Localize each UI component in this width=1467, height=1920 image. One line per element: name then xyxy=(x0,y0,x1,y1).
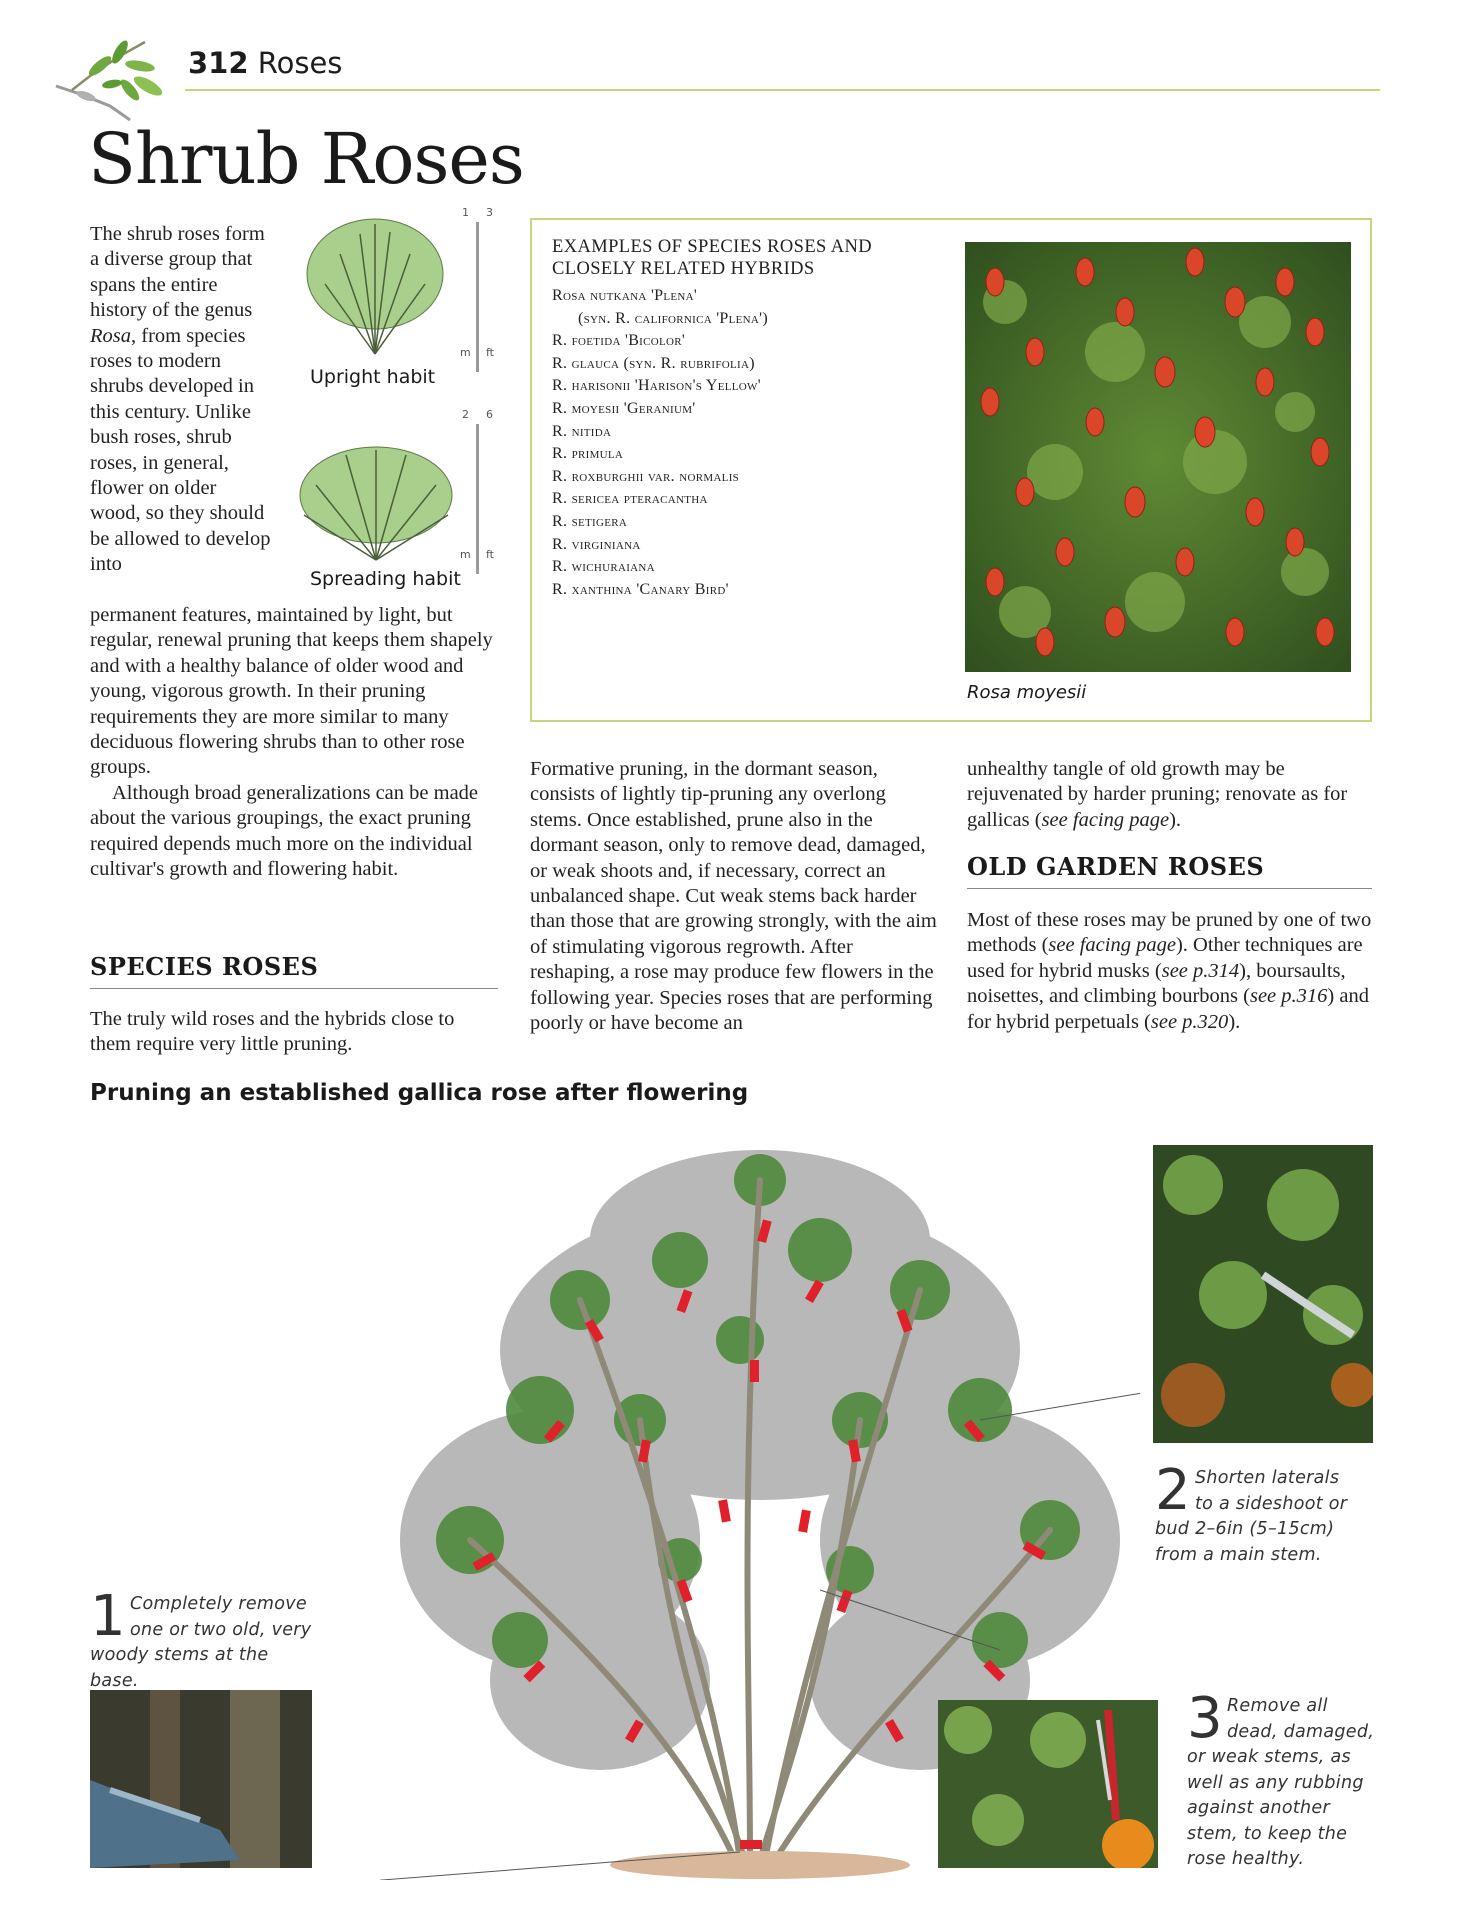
step-2-photo xyxy=(1153,1145,1373,1443)
upright-habit-illustration xyxy=(300,214,450,364)
list-item: R. glauca (syn. R. rubrifolia) xyxy=(552,354,755,372)
spreading-scale-ft-top: 6 xyxy=(486,408,493,421)
intro-paragraph-2: Although broad generalizations can be made about the various groupings, the exact pruning required depends much more on the individual cultivar's growth and flowering habit. xyxy=(90,781,479,881)
old-garden-roses-rule xyxy=(967,888,1372,889)
step-1-text: Completely remove one or two old, very woody stems at the base. xyxy=(90,1594,312,1691)
step-3-caption xyxy=(1187,1686,1382,1873)
spreading-habit-label: Spreading habit xyxy=(310,568,461,590)
step-3-text: Remove all dead, damaged, or weak stems, as well as any rubbing against another stem, to keep the rose healthy. xyxy=(1187,1696,1375,1869)
right-column-text-a: unhealthy tangle of old growth may be rejuvenated by harder pruning; renovate as for gallicas (see facing page). xyxy=(967,758,1348,831)
header-rule xyxy=(185,89,1380,91)
running-header xyxy=(188,46,342,80)
step-3-number: 3 xyxy=(1187,1686,1223,1751)
cross-reference: see facing page xyxy=(1048,934,1176,957)
cross-reference: see p.320 xyxy=(1150,1010,1229,1033)
spreading-scale-m-top: 2 xyxy=(462,408,469,421)
upright-scale-m-unit: m xyxy=(460,346,471,359)
leaf-sprig-icon xyxy=(50,36,170,124)
list-item: R. wichuraiana xyxy=(552,558,655,576)
step-1-photo xyxy=(90,1690,312,1868)
right-column-text-b: Most of these roses may be pruned by one of two methods (see facing page). Other techniques are used for hybrid musks (see p.314), boursaults, noisettes, and climbing bourbons (see p.316) and for hybrid perpetuals (see p.320). xyxy=(967,909,1372,1033)
examples-list xyxy=(552,285,768,601)
upright-scale-bar xyxy=(476,222,479,372)
step-2-caption xyxy=(1155,1458,1355,1568)
list-item: R. roxburghii var. normalis xyxy=(552,467,740,485)
list-item: R. nitida xyxy=(552,422,612,440)
species-roses-text: The truly wild roses and the hybrids close to them require very little pruning. xyxy=(90,1008,455,1056)
page-number: 312 xyxy=(188,46,249,80)
middle-column-text: Formative pruning, in the dormant season, consists of lightly tip-pruning any overlong stems. Once established, prune also in the dormant season, only to remove dead, damaged, or weak shoots and, if necessary, correct an unbalanced shape. Cut weak stems back harder than those that are growing strongly, with the aim of stimulating vigorous regrowth. After reshaping, a rose may produce few flowers in the following year. Species roses that are performing poorly or have become an xyxy=(530,758,937,1035)
list-item: (syn. R. californica 'Plena') xyxy=(578,309,768,327)
species-roses-heading: SPECIES ROSES xyxy=(90,952,319,981)
spreading-scale-m-unit: m xyxy=(460,548,471,561)
list-item: R. primula xyxy=(552,445,624,463)
upright-scale-m-top: 1 xyxy=(462,206,469,219)
rosa-moyesii-photo xyxy=(965,242,1351,672)
list-item: R. harisonii 'Harison's Yellow' xyxy=(552,377,761,395)
page-title: Shrub Roses xyxy=(88,118,524,200)
intro-narrow-text: The shrub roses form a diverse group that spans the entire history of the genus Rosa, from species roses to modern shrubs developed in this century. Unlike bush roses, shrub roses, in general, flower on older wood, so they should be allowed to develop into xyxy=(90,223,271,576)
step-2-text: Shorten laterals to a sideshoot or bud 2–6in (5–15cm) from a main stem. xyxy=(1155,1468,1348,1565)
cross-reference: see p.316 xyxy=(1249,985,1328,1008)
list-item: R. setigera xyxy=(552,512,628,530)
step-1-caption xyxy=(90,1584,320,1694)
intro-wide-text: permanent features, maintained by light, but regular, renewal pruning that keeps them shapely and with a healthy balance of older wood and young, vigorous growth. In their pruning requirements they are more similar to many deciduous flowering shrubs than to other rose groups. Although broad generalizations can be made about the various groupings, the exact pruning required depends much more on the individual cultivar's growth and flowering habit. xyxy=(90,603,495,882)
old-garden-roses-heading: OLD GARDEN ROSES xyxy=(967,852,1265,881)
upright-habit-label: Upright habit xyxy=(310,366,436,388)
cross-reference: see facing page xyxy=(1041,808,1170,831)
upright-scale-ft-top: 3 xyxy=(486,206,493,219)
species-roses-rule xyxy=(90,988,498,989)
list-item: R. xanthina 'Canary Bird' xyxy=(552,580,729,598)
genus-name: Rosa xyxy=(90,324,131,347)
rosa-moyesii-caption: Rosa moyesii xyxy=(967,682,1087,703)
step-1-number: 1 xyxy=(90,1584,126,1649)
step-3-photo xyxy=(938,1700,1158,1868)
figure-title: Pruning an established gallica rose after flowering xyxy=(90,1080,749,1106)
list-item: R. foetida 'Bicolor' xyxy=(552,332,686,350)
list-item: R. moyesii 'Geranium' xyxy=(552,399,696,417)
upright-scale-ft-unit: ft xyxy=(486,346,494,359)
examples-heading: EXAMPLES OF SPECIES ROSES AND CLOSELY RELATED HYBRIDS xyxy=(552,237,873,279)
cross-reference: see p.314 xyxy=(1161,959,1240,982)
section-name: Roses xyxy=(257,46,343,80)
spreading-habit-illustration xyxy=(296,440,456,565)
step-2-number: 2 xyxy=(1155,1458,1191,1523)
list-item: Rosa nutkana 'Plena' xyxy=(552,287,698,304)
list-item: R. sericea pteracantha xyxy=(552,490,708,508)
spreading-scale-ft-unit: ft xyxy=(486,548,494,561)
list-item: R. virginiana xyxy=(552,535,641,553)
spreading-scale-bar xyxy=(476,424,479,574)
